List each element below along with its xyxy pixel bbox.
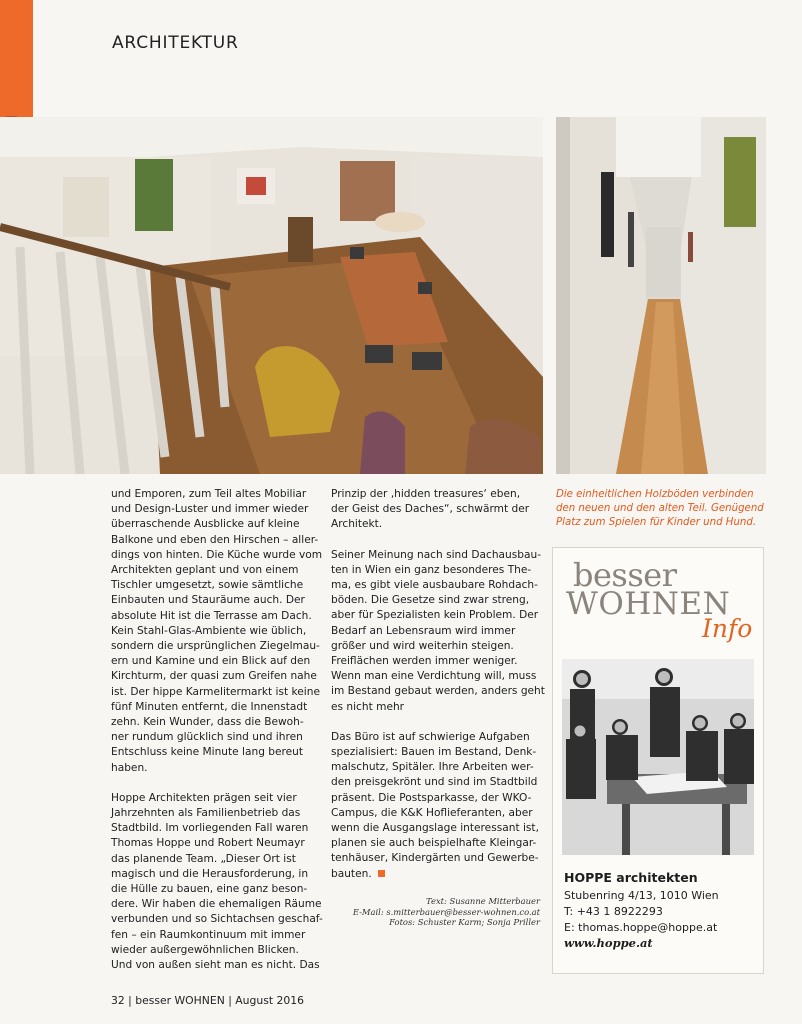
- main-photo: [0, 117, 543, 474]
- loft-interior-image: [0, 117, 543, 474]
- team-photo: [562, 659, 754, 855]
- article-paragraph: Hoppe Architekten prägen seit vier Jahrzehnten als Familienbetrieb das Stadtbild. Im vorliegenden Fall waren Thomas Hoppe und Robert Neumayr das planende Team. „Dieser Ort ist magisch und die Herausforderung, in die Hülle zu bauen, eine ganz beson- dere. Wir haben die ehemaligen Räume verbunden und so Sichtachsen geschaf- fen – ein Raumkontinuum mit immer wieder außergewöhnlichen Blicken. Und von außen sieht man es nicht. Das: [111, 791, 323, 972]
- photo-caption: Die einheitlichen Holzböden verbinden den neuen und den alten Teil. Genügend Platz zum Spielen für Kinder und Hund.: [556, 489, 764, 528]
- article-paragraph-text: Das Büro ist auf schwierige Aufgaben spezialisiert: Bauen im Bestand, Denk- malschutz, Spitäler. Ihre Arbeiten wer- den preisgekrönt und sind im Stadtbild präsent. Die Postsparkasse, der WKO- Campus, die K&K Hoflieferanten, aber wenn die Ausgangslage interessant ist, planen sie auch beispielhafte Kleingar- tenhäuser, Kindergärten und Gewerbe- bauten.: [331, 730, 539, 880]
- company-email: E: thomas.hoppe@hoppe.at: [564, 921, 718, 934]
- company-address: Stubenring 4/13, 1010 Wien: [564, 889, 719, 902]
- credit-photos: Fotos: Schuster Karm; Sonja Priller: [389, 917, 540, 928]
- company-website: www.hoppe.at: [564, 936, 653, 950]
- credits: [330, 896, 540, 928]
- end-mark-icon: [378, 870, 385, 877]
- credit-text: Text: Susanne Mitterbauer: [426, 896, 540, 906]
- info-box: [552, 547, 764, 974]
- article-paragraph: [331, 730, 546, 882]
- section-title: ARCHITEKTUR: [112, 33, 239, 53]
- company-name: HOPPE architekten: [564, 870, 698, 885]
- architects-team-image: [562, 659, 754, 855]
- hallway-image: [556, 117, 766, 474]
- article-paragraph: und Emporen, zum Teil altes Mobiliar und Design-Luster und immer wieder überraschende Ausblicke auf kleine Balkone und eben den Hirschen – aller- dings von hinten. Die Küche wurde vom Architekten geplant und von einem Tischler umgesetzt, sowie sämtliche Einbauten und Stauräume auch. Der absolute Hit ist die Terrasse am Dach. Kein Stahl-Glas-Ambiente wie üblich, sondern die ursprünglichen Ziegelmau- ern und Kamine und ein Blick auf den Kirchturm, der quasi zum Greifen nahe ist. Der hippe Karmelitermarkt ist keine fünf Minuten entfernt, die Innenstadt zehn. Kein Wunder, dass die Bewoh- ner rundum glücklich sind und ihren Entschluss keine Minute lang bereut haben.: [111, 488, 323, 774]
- credit-email: E-Mail: s.mitterbauer@besser-wohnen.co.at: [352, 906, 540, 917]
- article-column-1: [111, 487, 326, 988]
- brand-logo-info: Info: [702, 614, 753, 643]
- article-column-2: [331, 487, 546, 897]
- hallway-photo: [556, 117, 766, 474]
- brand-logo-wohnen: WOHNEN: [566, 586, 731, 622]
- article-paragraph: Seiner Meinung nach sind Dachausbau- ten in Wien ein ganz besonderes The- ma, es gibt viele ausbaubare Rohdach- böden. Die Gesetze sind zwar streng, aber für Spezialisten kein Problem. Der Bedarf an Lebensraum wird immer größer und wird weiterhin steigen. Freiflächen werden immer weniger. Wenn man eine Verdichtung will, muss im Bestand gebaut werden, anders geht es nicht mehr: [331, 548, 545, 713]
- brand-logo-besser: besser: [573, 556, 677, 594]
- page-footer: 32 | besser WOHNEN | August 2016: [111, 994, 304, 1007]
- company-phone: T: +43 1 8922293: [564, 905, 663, 918]
- article-paragraph: Prinzip der ‚hidden treasures‘ eben, der Geist des Daches“, schwärmt der Architekt.: [331, 488, 530, 531]
